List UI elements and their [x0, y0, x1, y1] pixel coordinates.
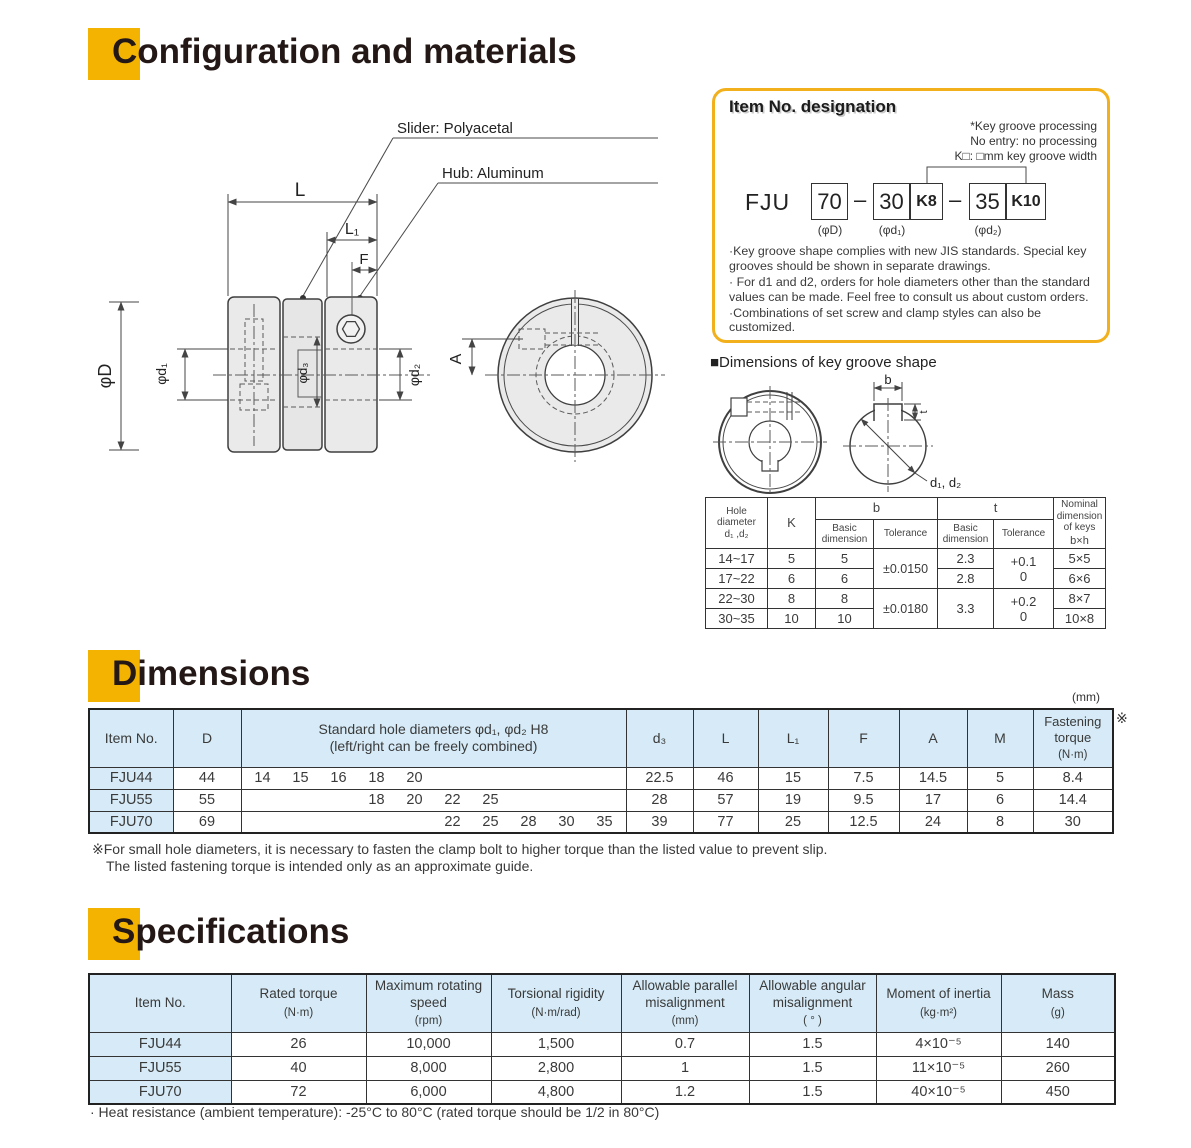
dims-col-torque — [1033, 709, 1113, 767]
front-view — [462, 290, 665, 462]
specs-col-unit: (kg·m²) — [919, 1007, 958, 1019]
specs-col-parallel-misalignment — [621, 974, 749, 1032]
kg-t-tolerance — [994, 589, 1054, 629]
kg-row-1 — [706, 549, 1106, 569]
specs-mass: 450 — [1001, 1080, 1115, 1104]
dim-phid1-label: φd₁ — [153, 363, 169, 385]
specs-col-label: Mass — [1041, 986, 1074, 1002]
dims-col-holes — [241, 709, 626, 767]
item-no-designation-box — [712, 88, 1110, 343]
specs-mass: 140 — [1001, 1032, 1115, 1056]
hole-dia: 30 — [558, 813, 575, 830]
dims-col-torque-line2: torque — [1054, 730, 1092, 746]
dims-item-no: FJU55 — [89, 789, 173, 811]
hole-dia: 16 — [330, 770, 347, 786]
dims-col-l1: L₁ — [758, 709, 828, 767]
specs-col-label: Maximum rotating speed — [374, 977, 483, 1010]
hole-dia: 25 — [482, 813, 499, 830]
hub-material-label: Hub: Aluminum — [442, 165, 544, 182]
keyway-d-label: d₁, d₂ — [930, 475, 962, 490]
key-note-line2: No entry: no processing — [970, 134, 1097, 148]
dims-a: 14.5 — [899, 767, 967, 789]
kg-nominal: 10×8 — [1054, 609, 1106, 629]
hole-dia — [548, 792, 586, 808]
specs-col-label: Item No. — [134, 994, 186, 1010]
hole-dia — [510, 792, 548, 808]
hole-dia — [282, 814, 320, 830]
specs-max-speed: 6,000 — [366, 1080, 491, 1104]
specs-row-fju70 — [89, 1080, 1115, 1104]
specs-col-max-speed — [366, 974, 491, 1032]
kg-col-t-basic: Basic dimension — [938, 520, 994, 549]
kg-nominal: 6×6 — [1054, 569, 1106, 589]
hole-dia — [472, 770, 510, 786]
specs-col-label: Allowable angular misalignment — [759, 977, 866, 1010]
dims-f: 9.5 — [828, 789, 899, 811]
kg-t-tolerance — [994, 549, 1054, 589]
hole-dia — [358, 814, 396, 830]
hole-dia — [510, 770, 548, 786]
kg-t-tol-line2: 0 — [1019, 608, 1028, 624]
specs-col-item — [89, 974, 231, 1032]
specs-rated-torque: 40 — [231, 1056, 366, 1080]
specs-col-rated-torque — [231, 974, 366, 1032]
specs-rated-torque: 72 — [231, 1080, 366, 1104]
specs-col-label: Rated torque — [259, 986, 338, 1002]
kg-b-basic: 10 — [816, 609, 874, 629]
formula-sub-phid1: (φd₁) — [878, 223, 906, 237]
specs-item-no: FJU55 — [89, 1056, 231, 1080]
specs-footnote: · Heat resistance (ambient temperature): -25°C to 80°C (rated torque should be 1/2 in 80°C) — [90, 1104, 660, 1120]
dims-torque: 8.4 — [1033, 767, 1113, 789]
unit-note: (mm) — [1072, 690, 1100, 704]
hole-dia: 20 — [406, 792, 423, 808]
dim-F-label: F — [359, 251, 369, 268]
hole-dia — [244, 792, 282, 808]
kg-hole-range: 30~35 — [706, 609, 768, 629]
kg-b-basic: 8 — [816, 589, 874, 609]
item-box-note1: ·Key groove shape complies with new JIS standards. Special key grooves should be shown in separate drawings. — [729, 244, 1087, 273]
coupling-technical-drawing — [95, 112, 675, 510]
specs-mass: 260 — [1001, 1056, 1115, 1080]
hole-dia — [434, 770, 472, 786]
specs-col-unit: (rpm) — [414, 1015, 443, 1028]
specs-col-unit: ( ° ) — [803, 1015, 822, 1028]
formula-dash2: – — [949, 187, 962, 212]
dims-holes — [241, 811, 626, 833]
dimensions-table — [88, 708, 1114, 834]
dims-col-f: F — [828, 709, 899, 767]
specs-col-angular-misalignment — [749, 974, 876, 1032]
dims-torque: 30 — [1033, 811, 1113, 833]
kg-b-tolerance: ±0.0150 — [874, 549, 938, 589]
kg-col-hole-line2: d₁ ,d₂ — [724, 528, 749, 540]
item-number-formula — [715, 183, 1107, 223]
dims-d3: 28 — [626, 789, 693, 811]
hole-dia — [586, 770, 624, 786]
specs-col-label: Moment of inertia — [886, 986, 991, 1002]
dims-l1: 25 — [758, 811, 828, 833]
hole-dia — [396, 814, 434, 830]
key-groove-heading: ■Dimensions of key groove shape — [710, 354, 937, 371]
specs-col-unit: (mm) — [671, 1015, 699, 1028]
key-groove-drawing — [703, 374, 1110, 496]
key-groove-bracket — [715, 151, 1113, 187]
kg-col-hole — [706, 498, 768, 549]
kg-t-tol-line2: 0 — [1019, 568, 1028, 584]
hole-dia — [548, 770, 586, 786]
kg-col-b: b — [816, 498, 938, 520]
specs-max-speed: 10,000 — [366, 1032, 491, 1056]
dims-l1: 19 — [758, 789, 828, 811]
dims-d3: 22.5 — [626, 767, 693, 789]
specs-inertia: 4×10⁻⁵ — [876, 1032, 1001, 1056]
dims-m: 6 — [967, 789, 1033, 811]
dims-l: 77 — [693, 811, 758, 833]
specs-item-no: FJU70 — [89, 1080, 231, 1104]
dims-row-fju70 — [89, 811, 1113, 833]
formula-box-D: 70 — [811, 183, 848, 220]
kg-col-nominal — [1054, 498, 1106, 549]
dims-holes — [241, 767, 626, 789]
hole-dia — [586, 792, 624, 808]
formula-box-k1: K8 — [910, 183, 943, 220]
dims-col-a: A — [899, 709, 967, 767]
hole-dia: 15 — [292, 770, 309, 786]
dims-col-d3: d₃ — [626, 709, 693, 767]
kg-t-basic: 2.3 — [938, 549, 994, 569]
hole-dia — [282, 792, 320, 808]
kg-col-b-tol: Tolerance — [874, 520, 938, 549]
formula-sub-phiD: (φD) — [817, 223, 843, 237]
dims-f: 12.5 — [828, 811, 899, 833]
specs-angular: 1.5 — [749, 1032, 876, 1056]
key-note-line1: *Key groove processing — [970, 119, 1097, 133]
specs-rigidity: 2,800 — [491, 1056, 621, 1080]
dims-holes — [241, 789, 626, 811]
item-box-notes — [729, 244, 1101, 336]
kg-k-value: 10 — [768, 609, 816, 629]
specs-inertia: 11×10⁻⁵ — [876, 1056, 1001, 1080]
hole-dia: 25 — [482, 792, 499, 808]
dims-m: 8 — [967, 811, 1033, 833]
dims-m: 5 — [967, 767, 1033, 789]
dims-a: 24 — [899, 811, 967, 833]
formula-box-d1: 30 — [873, 183, 910, 220]
kg-hole-range: 17~22 — [706, 569, 768, 589]
dims-torque: 14.4 — [1033, 789, 1113, 811]
dim-phid3-label: φd₃ — [295, 362, 310, 384]
dims-d: 69 — [173, 811, 241, 833]
specs-parallel: 1 — [621, 1056, 749, 1080]
dims-col-item: Item No. — [89, 709, 173, 767]
keyway-b-label: b — [884, 374, 892, 387]
dims-l1: 15 — [758, 767, 828, 789]
dims-col-torque-line1: Fastening — [1044, 713, 1102, 729]
specs-rigidity: 4,800 — [491, 1080, 621, 1104]
specs-col-inertia — [876, 974, 1001, 1032]
dims-ref-mark: ※ — [1116, 710, 1128, 726]
kg-col-b-basic: Basic dimension — [816, 520, 874, 549]
kg-b-basic: 6 — [816, 569, 874, 589]
hole-dia: 18 — [368, 770, 385, 786]
dims-col-torque-unit: (N·m) — [1058, 749, 1088, 762]
dimensions-section-title: Dimensions — [112, 654, 311, 693]
hex-socket-screw — [337, 315, 365, 343]
kg-nominal: 5×5 — [1054, 549, 1106, 569]
specs-col-unit: (N·m/rad) — [531, 1007, 581, 1019]
specs-rigidity: 1,500 — [491, 1032, 621, 1056]
dims-footnote-1: ※For small hole diameters, it is necessary to fasten the clamp bolt to higher torque than the listed value to prevent slip. — [92, 841, 828, 857]
item-box-note3: ·Combinations of set screw and clamp styles can also be customized. — [729, 305, 1041, 335]
specs-rated-torque: 26 — [231, 1032, 366, 1056]
hole-dia: 22 — [444, 813, 461, 830]
dim-phiD-label: φD — [95, 363, 115, 389]
hole-dia: 14 — [254, 770, 271, 786]
keyway-shape — [843, 382, 933, 492]
kg-row-3 — [706, 589, 1106, 609]
dims-col-holes-line2: (left/right can be freely combined) — [329, 738, 538, 755]
specs-col-label: Torsional rigidity — [507, 986, 605, 1002]
formula-box-k2: K10 — [1006, 183, 1046, 220]
kg-t-basic: 3.3 — [938, 589, 994, 629]
dims-a: 17 — [899, 789, 967, 811]
kg-b-tolerance: ±0.0180 — [874, 589, 938, 629]
formula-sub-phid2: (φd₂) — [974, 223, 1002, 237]
dims-footnote-2: The listed fastening torque is intended only as an approximate guide. — [106, 858, 534, 874]
dims-col-d: D — [173, 709, 241, 767]
specs-angular: 1.5 — [749, 1056, 876, 1080]
dims-row-fju55 — [89, 789, 1113, 811]
dim-L1-label: L₁ — [344, 221, 360, 238]
specs-section-title: Specifications — [112, 912, 350, 951]
specs-col-unit: (N·m) — [283, 1007, 314, 1019]
hub-cross-section — [713, 386, 827, 495]
kg-t-basic: 2.8 — [938, 569, 994, 589]
specs-parallel: 1.2 — [621, 1080, 749, 1104]
item-box-note2: · For d1 and d2, orders for hole diameters other than the standard values can be made. Feel free to consult us about custom orders. — [729, 274, 1090, 304]
keyway-t-label: t — [918, 410, 930, 414]
dims-item-no: FJU70 — [89, 811, 173, 833]
dims-d3: 39 — [626, 811, 693, 833]
dim-A-label: A — [448, 353, 465, 365]
material-leader-lines — [303, 138, 658, 296]
hole-dia: 28 — [520, 813, 537, 830]
dims-d: 44 — [173, 767, 241, 789]
formula-prefix: FJU — [745, 189, 791, 215]
kg-k-value: 6 — [768, 569, 816, 589]
kg-col-nominal-line2: b×h — [1070, 534, 1089, 547]
hole-dia: 22 — [444, 792, 461, 808]
dim-phid2-label: φd₂ — [406, 363, 422, 387]
specs-inertia: 40×10⁻⁵ — [876, 1080, 1001, 1104]
kg-col-hole-line1: Hole diameter — [717, 505, 756, 529]
kg-hole-range: 14~17 — [706, 549, 768, 569]
specs-item-no: FJU44 — [89, 1032, 231, 1056]
slider-material-label: Slider: Polyacetal — [397, 120, 513, 137]
kg-hole-range: 22~30 — [706, 589, 768, 609]
specs-col-label: Allowable parallel misalignment — [632, 977, 738, 1010]
dims-l: 57 — [693, 789, 758, 811]
hole-dia — [320, 814, 358, 830]
specs-angular: 1.5 — [749, 1080, 876, 1104]
specs-parallel: 0.7 — [621, 1032, 749, 1056]
config-section-title: Configuration and materials — [112, 32, 577, 71]
kg-k-value: 8 — [768, 589, 816, 609]
dims-item-no: FJU44 — [89, 767, 173, 789]
specs-row-fju55 — [89, 1056, 1115, 1080]
specs-col-unit: (g) — [1050, 1007, 1065, 1019]
hole-dia: 35 — [596, 813, 613, 830]
dims-col-l: L — [693, 709, 758, 767]
hole-dia: 20 — [406, 770, 423, 786]
specs-row-fju44 — [89, 1032, 1115, 1056]
dims-f: 7.5 — [828, 767, 899, 789]
kg-col-t-tol: Tolerance — [994, 520, 1054, 549]
dim-L-label: L — [294, 180, 306, 201]
dims-col-holes-line1: Standard hole diameters φd₁, φd₂ H8 — [318, 720, 549, 737]
dims-l: 46 — [693, 767, 758, 789]
specifications-table — [88, 973, 1116, 1105]
kg-col-t: t — [938, 498, 1054, 520]
specs-col-torsional-rigidity — [491, 974, 621, 1032]
kg-t-tol-line1: +0.2 — [1010, 593, 1037, 609]
kg-t-tol-line1: +0.1 — [1010, 553, 1037, 569]
key-note-line3: K□: □mm key groove width — [954, 149, 1097, 163]
kg-col-nominal-line1: Nominal dimension of keys — [1056, 499, 1103, 533]
dims-d: 55 — [173, 789, 241, 811]
hole-dia — [244, 814, 282, 830]
specs-max-speed: 8,000 — [366, 1056, 491, 1080]
item-box-title: Item No. designation — [729, 97, 897, 116]
dims-row-fju44 — [89, 767, 1113, 789]
key-groove-table — [705, 497, 1106, 629]
specs-col-mass — [1001, 974, 1115, 1032]
kg-b-basic: 5 — [816, 549, 874, 569]
hole-dia — [320, 792, 358, 808]
kg-col-k: K — [768, 498, 816, 549]
dims-col-m: M — [967, 709, 1033, 767]
hole-dia: 18 — [368, 792, 385, 808]
formula-box-d2: 35 — [969, 183, 1006, 220]
formula-dash1: – — [854, 187, 867, 212]
kg-k-value: 5 — [768, 549, 816, 569]
kg-nominal: 8×7 — [1054, 589, 1106, 609]
